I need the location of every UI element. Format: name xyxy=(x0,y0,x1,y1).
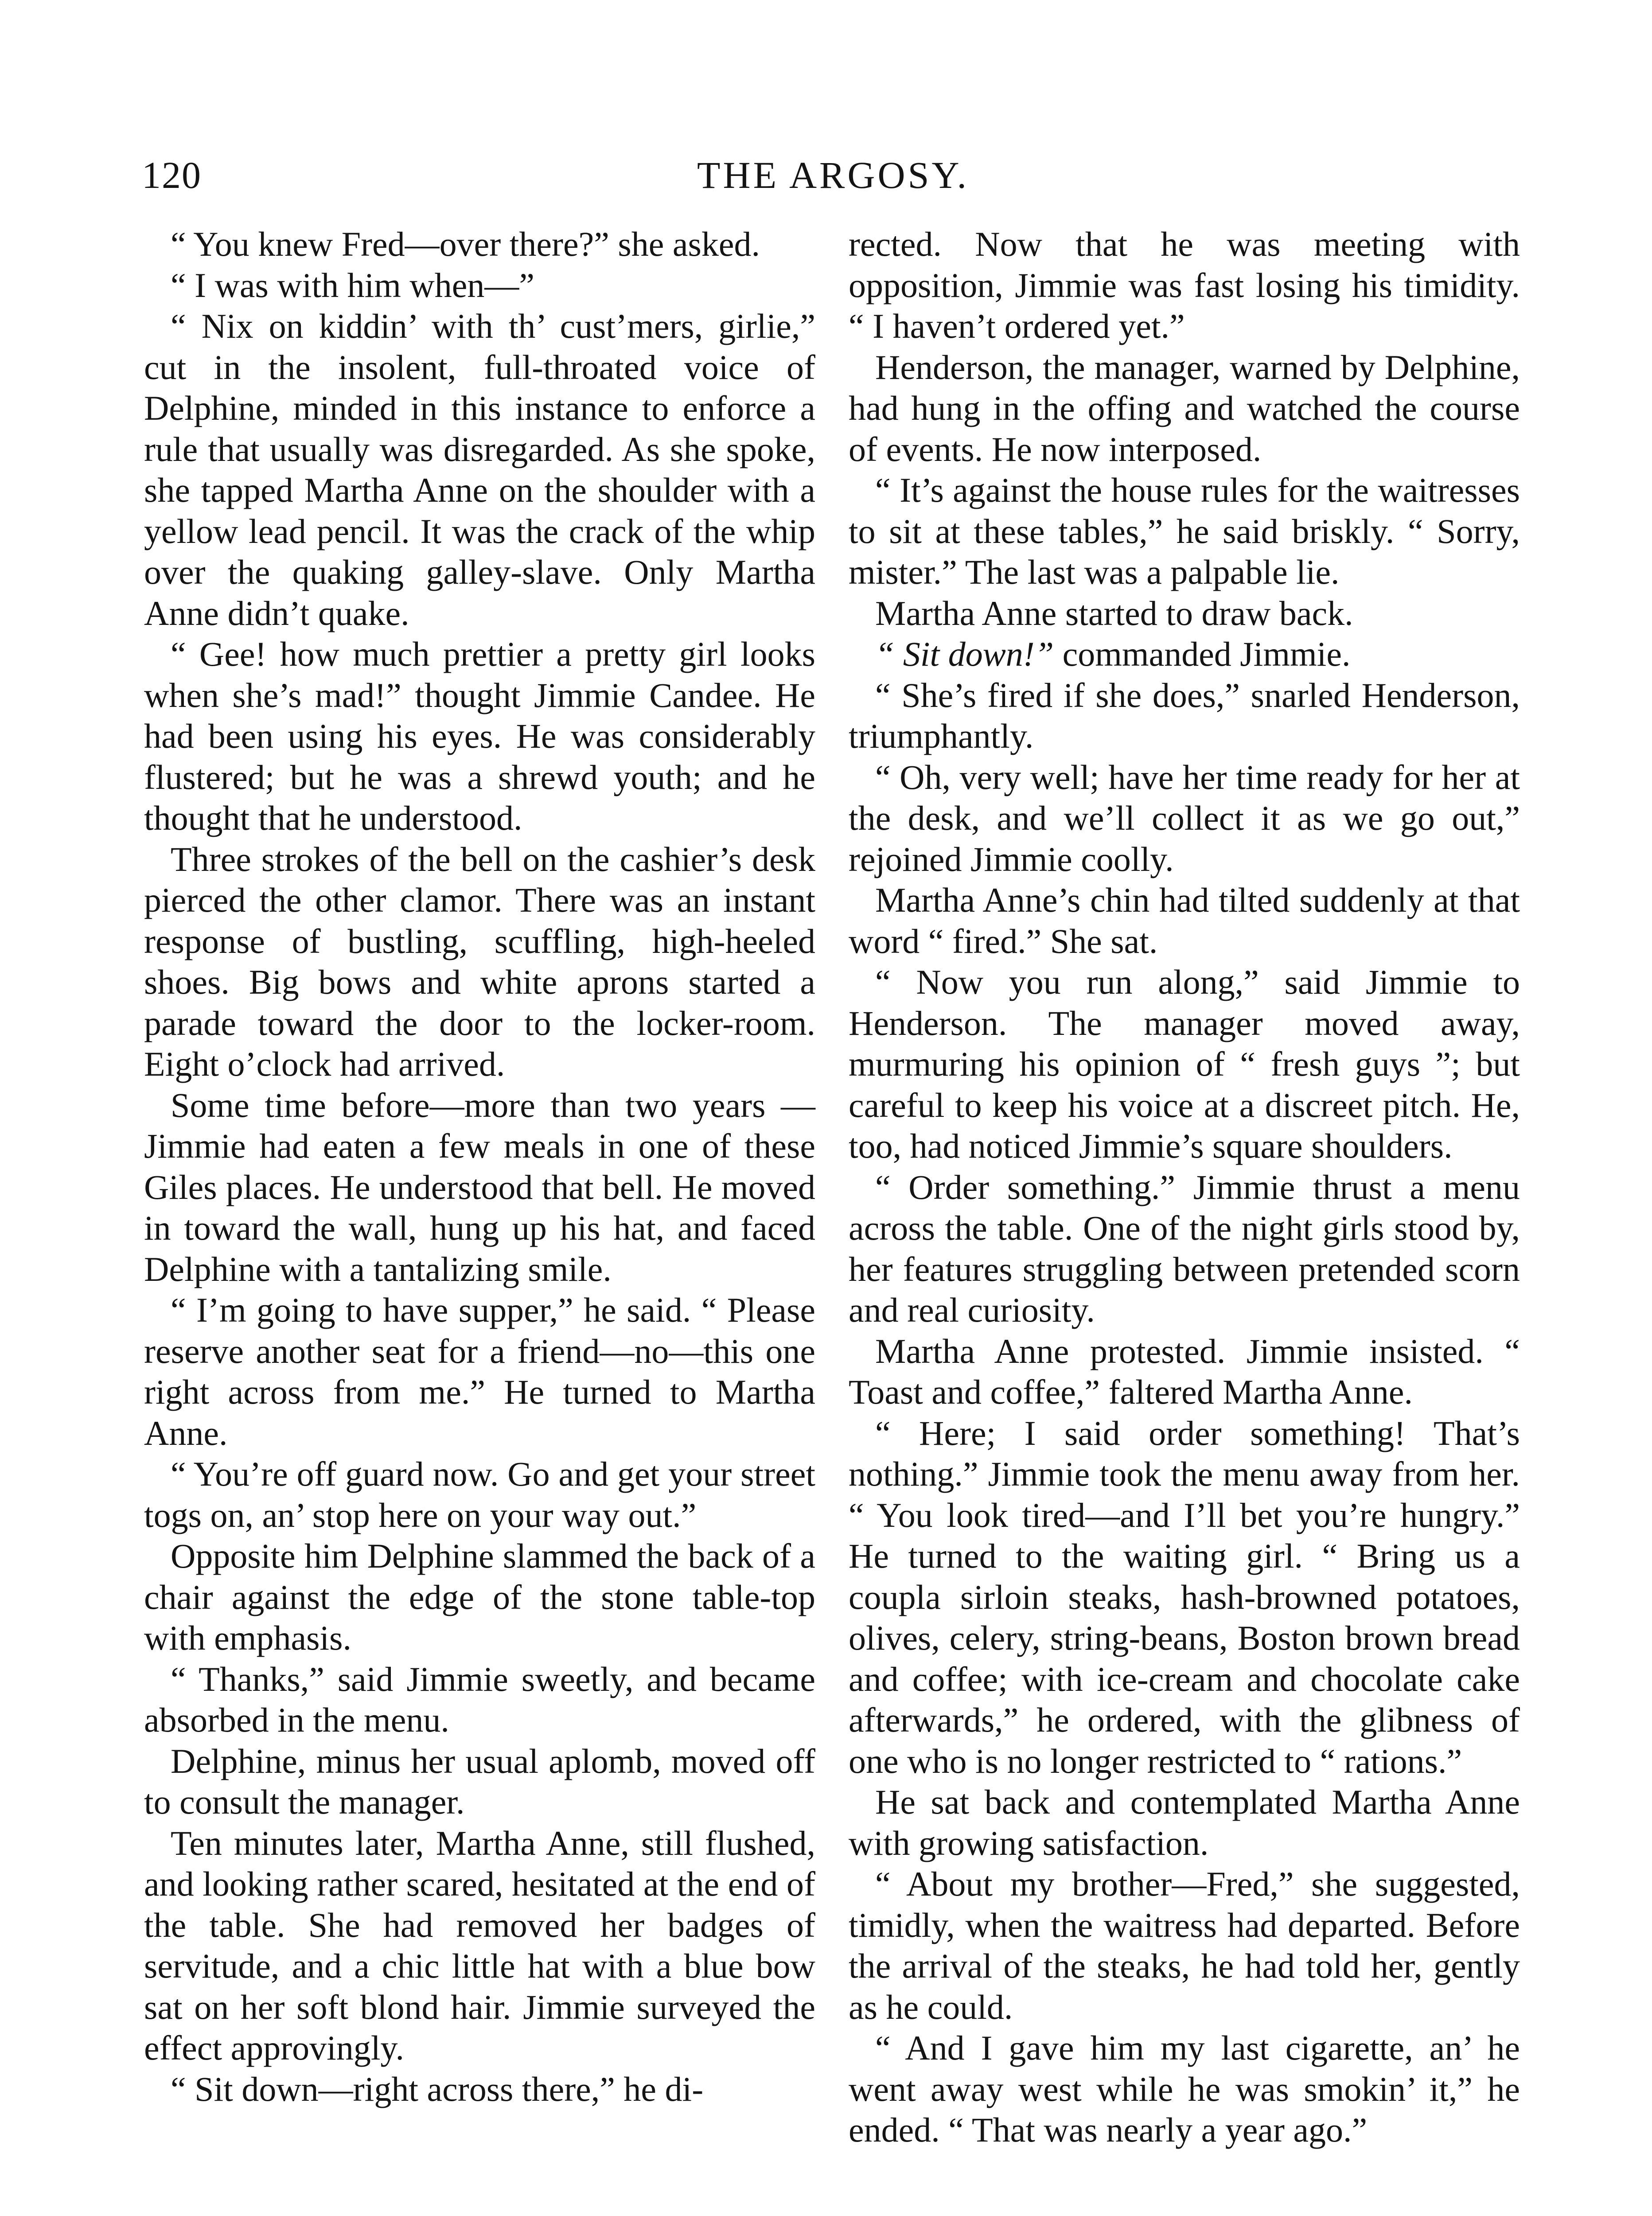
paragraph-text: “ I’m going to have supper,” he said. “ Please reserve another seat for a friend—no—this one right across from me.” He turned to Martha Anne. xyxy=(144,1291,815,1452)
paragraph xyxy=(144,1741,815,1823)
paragraph xyxy=(144,224,815,265)
paragraph-text: Three strokes of the bell on the cashier’s desk pierced the other clamor. There was an instant response of bustling, scuffling, high-heeled shoes. Big bows and white aprons started a parade toward the door to the locker-room. Eight o’clock had arrived. xyxy=(144,839,815,1083)
paragraph xyxy=(144,2069,815,2110)
paragraph xyxy=(144,265,815,306)
paragraph xyxy=(144,1659,815,1741)
paragraph xyxy=(144,306,815,634)
paragraph-text: “ Nix on kiddin’ with th’ cust’mers, girlie,” cut in the insolent, full-throated voice of Delphine, minded in this instance to enforce a rule that usually was disregarded. As she spoke, she tapped Martha Anne on the shoulder with a yellow lead pencil. It was the crack of the whip over the quaking galley-slave. Only Martha Anne didn’t quake. xyxy=(144,307,815,632)
paragraph-text: Martha Anne protested. Jimmie insisted. “ Toast and coffee,” faltered Martha Anne. xyxy=(849,1331,1520,1411)
paragraph-text: “ Sit down—right across there,” he di- xyxy=(171,2069,704,2108)
paragraph xyxy=(849,1413,1520,1782)
paragraph xyxy=(144,1454,815,1536)
paragraph-text: “ You’re off guard now. Go and get your street togs on, an’ stop here on your way out.” xyxy=(144,1455,815,1534)
paragraph xyxy=(144,1290,815,1454)
paragraph xyxy=(849,1167,1520,1331)
paragraph-text: He sat back and contemplated Martha Anne with growing satisfaction. xyxy=(849,1783,1520,1862)
paragraph xyxy=(849,1864,1520,2028)
paragraph-text: “ About my brother—Fred,” she suggested, timidly, when the waitress had departed. Before the arrival of the steaks, he had told her, gently as he could. xyxy=(849,1865,1520,2026)
paragraph xyxy=(144,1536,815,1659)
paragraph xyxy=(849,2028,1520,2151)
paragraph-text: Martha Anne started to draw back. xyxy=(875,593,1353,632)
paragraph-text: “ Now you run along,” said Jimmie to Henderson. The manager moved away, murmuring his opinion of “ fresh guys ”; but careful to keep his voice at a discreet pitch. He, too, had noticed Jimmie’s square shoulders. xyxy=(849,963,1520,1165)
paragraph-text: Ten minutes later, Martha Anne, still flushed, and looking rather scared, hesitated at the end of the table. She had removed her badges of servitude, and a chic little hat with a blue bow sat on her soft blond hair. Jimmie surveyed the effect approvingly. xyxy=(144,1823,815,2067)
paragraph-text: Opposite him Delphine slammed the back of a chair against the edge of the stone table-top with emphasis. xyxy=(144,1537,815,1657)
page-header xyxy=(142,151,1524,199)
paragraph xyxy=(144,634,815,839)
paragraph xyxy=(849,1782,1520,1864)
paragraph xyxy=(849,470,1520,593)
running-head: THE ARGOSY. xyxy=(697,154,969,196)
paragraph-text: commanded Jimmie. xyxy=(1054,635,1351,673)
paragraph xyxy=(144,1823,815,2069)
paragraph-text: “ Here; I said order something! That’s nothing.” Jimmie took the menu away from her. “ You look tired—and I’ll bet you’re hungry.” He turned to the waiting girl. “ Bring us a coupla sirloin steaks, hash-browned potatoes, olives, celery, string-beans, Boston brown bread and coffee; with ice-cream and chocolate cake afterwards,” he ordered, with the glibness of one who is no longer restricted to “ rations.” xyxy=(849,1413,1520,1780)
paragraph-text: “ You knew Fred—over there?” she asked. xyxy=(171,225,760,263)
paragraph xyxy=(849,593,1520,634)
paragraph xyxy=(849,757,1520,880)
left-column xyxy=(144,224,815,2110)
italic-lead: “ Sit down!” xyxy=(875,635,1054,673)
paragraph-text: Martha Anne’s chin had tilted suddenly at that word “ fired.” She sat. xyxy=(849,881,1520,960)
right-column xyxy=(849,224,1520,2151)
paragraph xyxy=(849,1331,1520,1413)
paragraph xyxy=(849,675,1520,757)
paragraph xyxy=(144,1085,815,1290)
paragraph-text: “ Order something.” Jimmie thrust a menu across the table. One of the night girls stood by, her features struggling between pretended scorn and real curiosity. xyxy=(849,1167,1520,1329)
paragraph xyxy=(849,634,1520,675)
paragraph xyxy=(849,347,1520,470)
paragraph xyxy=(849,962,1520,1167)
paragraph-text: “ Gee! how much prettier a pretty girl looks when she’s mad!” thought Jimmie Candee. He had been using his eyes. He was considerably flustered; but he was a shrewd youth; and he thought that he understood. xyxy=(144,635,815,837)
paragraph-text: “ I was with him when—” xyxy=(171,265,534,304)
paragraph-text: “ Thanks,” said Jimmie sweetly, and became absorbed in the menu. xyxy=(144,1659,815,1739)
paragraph xyxy=(849,224,1520,347)
page-number: 120 xyxy=(142,154,202,196)
paragraph xyxy=(144,839,815,1085)
paragraph-text: rected. Now that he was meeting with opposition, Jimmie was fast losing his timidity. “ I haven’t ordered yet.” xyxy=(849,225,1520,345)
paragraph-text: Delphine, minus her usual aplomb, moved off to consult the manager. xyxy=(144,1741,815,1821)
paragraph-text: “ Oh, very well; have her time ready for her at the desk, and we’ll collect it as we go out,” rejoined Jimmie coolly. xyxy=(849,757,1520,878)
paragraph xyxy=(849,880,1520,962)
paragraph-text: Some time before—more than two years —Jimmie had eaten a few meals in one of these Giles places. He understood that bell. He moved in toward the wall, hung up his hat, and faced Delphine with a tantalizing smile. xyxy=(144,1085,815,1288)
paragraph-text: “ And I gave him my last cigarette, an’ he went away west while he was smokin’ it,” he ended. “ That was nearly a year ago.” xyxy=(849,2029,1520,2149)
paragraph-text: “ It’s against the house rules for the waitresses to sit at these tables,” he said briskly. “ Sorry, mister.” The last was a palpable lie. xyxy=(849,471,1520,591)
paragraph-text: “ She’s fired if she does,” snarled Henderson, triumphantly. xyxy=(849,675,1520,755)
paragraph-text: Henderson, the manager, warned by Delphine, had hung in the offing and watched the course of events. He now interposed. xyxy=(849,347,1520,468)
